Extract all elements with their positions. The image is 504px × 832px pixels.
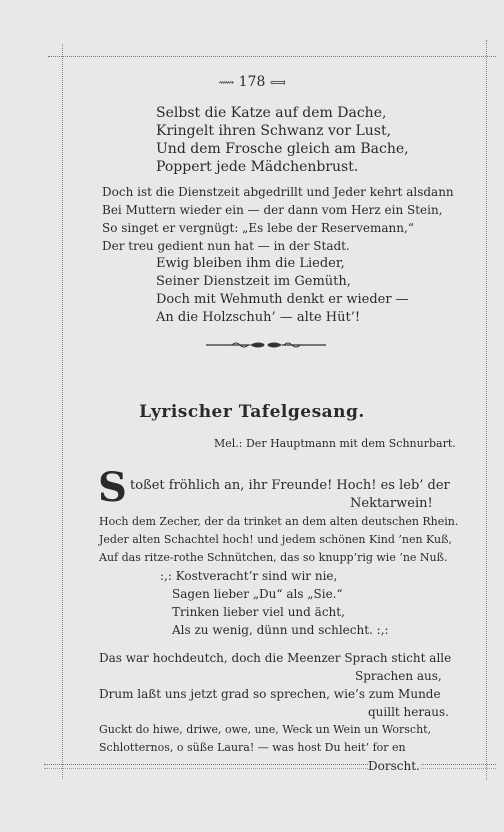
page-number: 178 [238, 74, 266, 90]
stanza2-line: Bei Muttern wieder ein — der dann vom Herz ein Stein, [102, 203, 443, 217]
song-refrain-line: Sagen lieber „Du“ als „Sie.“ [172, 587, 343, 601]
song-line-continuation: Sprachen aus, [355, 669, 442, 683]
frame-bottom-rule [44, 764, 496, 765]
drop-cap: S [98, 464, 127, 511]
stanza1-line: Poppert jede Mädchenbrust. [156, 159, 359, 175]
frame-top-rule [48, 56, 496, 57]
song-line: Hoch dem Zecher, der da trinket an dem alten deutschen Rhein. [99, 515, 459, 528]
ornament-left-icon: ⟿ [218, 76, 235, 89]
stanza2-line: An die Holzschuh’ — alte Hüt’! [156, 310, 361, 325]
song-line-continuation: Nektarwein! [350, 496, 433, 511]
stanza1-line: Selbst die Katze auf dem Dache, [156, 105, 387, 121]
song-line: Schlotternos, o süße Laura! — was host Du heit’ for en [99, 741, 406, 754]
song-line: toßet fröhlich an, ihr Freunde! Hoch! es leb’ der [130, 478, 450, 493]
song-line: Jeder alten Schachtel hoch! und jedem schönen Kind ’nen Kuß, [99, 533, 452, 546]
stanza2-line: Seiner Dienstzeit im Gemüth, [156, 274, 351, 289]
song-line: Guckt do hiwe, driwe, owe, une, Weck un Wein un Worscht, [99, 723, 432, 736]
stanza2-line: Doch ist die Dienstzeit abgedrillt und Jeder kehrt alsdann [102, 185, 454, 199]
frame-bottom-rule-inner [44, 768, 496, 769]
song-line-continuation: Dorscht. [368, 759, 420, 773]
stanza2-line: Doch mit Wehmuth denkt er wieder — [156, 292, 409, 307]
song-line: Auf das ritze-rothe Schnütchen, das so knupp’rig wie ’ne Nuß. [99, 551, 448, 564]
stanza2-line: Ewig bleiben ihm die Lieder, [156, 256, 345, 271]
song-refrain-line: :,: Kostveracht’r sind wir nie, [160, 569, 338, 583]
song-title: Lyrischer Tafelgesang. [139, 402, 365, 422]
stanza1-line: Kringelt ihren Schwanz vor Lust, [156, 123, 392, 139]
melody-note: Mel.: Der Hauptmann mit dem Schnurbart. [214, 437, 456, 450]
stanza1-line: Und dem Frosche gleich am Bache, [156, 141, 409, 157]
song-refrain-line: Trinken lieber viel und ächt, [172, 605, 345, 619]
ornamental-divider-icon [206, 340, 326, 350]
ornament-right-icon: ⟽ [269, 76, 286, 89]
stanza2-line: Der treu gedient nun hat — in der Stadt. [102, 239, 350, 253]
page-number-header [0, 74, 504, 90]
song-line: Das war hochdeutch, doch die Meenzer Sprach sticht alle [99, 651, 452, 665]
song-line: Drum laßt uns jetzt grad so sprechen, wie’s zum Munde [99, 687, 441, 701]
song-line-continuation: quillt heraus. [368, 705, 449, 719]
song-refrain-line: Als zu wenig, dünn und schlecht. :,: [172, 623, 389, 637]
stanza2-line: So singet er vergnügt: „Es lebe der Reservemann,“ [102, 221, 414, 235]
